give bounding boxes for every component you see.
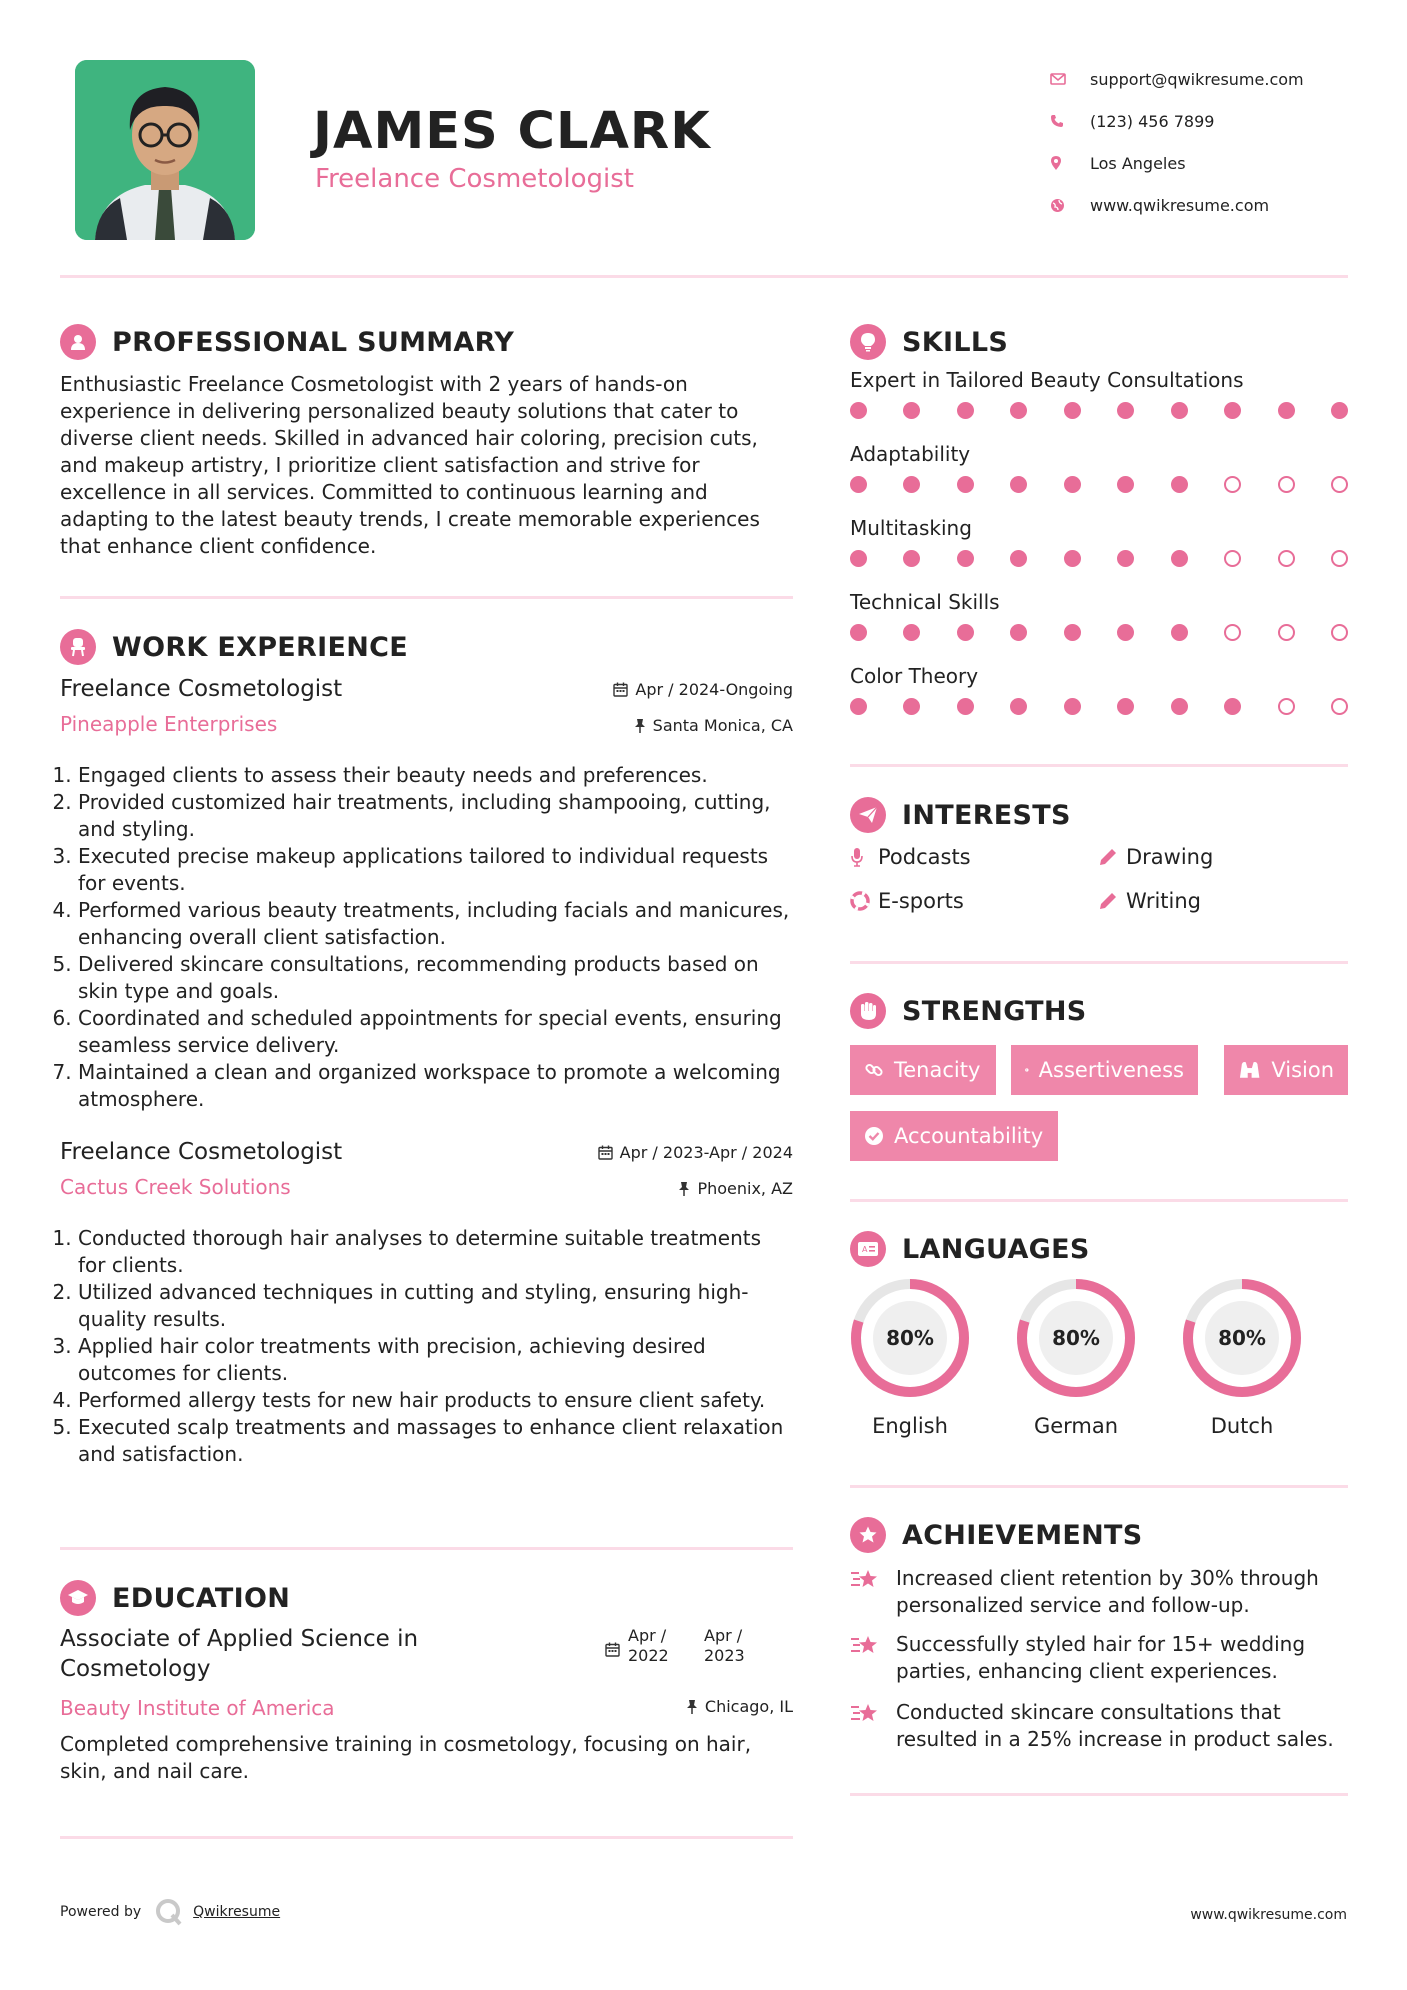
rating-dot-filled — [1171, 550, 1188, 567]
profile-photo — [75, 60, 255, 240]
achievements-divider — [850, 1793, 1348, 1796]
skill-rating — [850, 400, 1348, 442]
qwikresume-logo-icon — [155, 1898, 183, 1926]
job-entry-2 — [60, 1139, 793, 1468]
education-degree: Associate of Applied Science in Cosmetology — [60, 1626, 419, 1682]
rating-dot-filled — [1331, 402, 1348, 419]
language-item — [848, 1276, 972, 1438]
rating-dot-filled — [957, 698, 974, 715]
strength-tag: Accountability — [850, 1111, 1058, 1161]
education-location: Chicago, IL — [686, 1697, 793, 1716]
paper-plane-icon — [850, 797, 886, 833]
job-duties-list — [60, 1225, 793, 1468]
language-ring — [848, 1276, 972, 1400]
pushpin-icon — [634, 718, 646, 733]
rating-dot-filled — [850, 698, 867, 715]
job-dates: Apr / 2023-Apr / 2024 — [598, 1143, 793, 1162]
languages-heading — [850, 1231, 1090, 1267]
rating-dot-filled — [903, 402, 920, 419]
binoculars-icon — [1238, 1060, 1261, 1080]
qwikresume-link[interactable]: Qwikresume — [193, 1904, 281, 1920]
interest-item: Podcasts — [850, 845, 971, 869]
skill-name: Adaptability — [850, 442, 971, 466]
skill-rating — [850, 622, 1348, 664]
footer-url[interactable]: www.qwikresume.com — [1190, 1907, 1347, 1923]
contact-website-text: www.qwikresume.com — [1090, 195, 1270, 215]
contact-email-text: support@qwikresume.com — [1090, 69, 1304, 89]
language-name: English — [872, 1414, 948, 1438]
interest-item: Writing — [1098, 889, 1201, 913]
rating-dot-filled — [1171, 698, 1188, 715]
globe-icon — [1050, 198, 1090, 213]
list-item: 1. Engaged clients to assess their beauty needs and preferences. — [78, 762, 793, 789]
rating-dot-empty — [1224, 550, 1241, 567]
list-item: 3. Executed precise makeup applications tailored to individual requests for events. — [78, 843, 793, 897]
summary-heading — [60, 324, 514, 360]
svg-text:80%: 80% — [1052, 1326, 1100, 1350]
skill-rating — [850, 474, 1348, 516]
rating-dot-filled — [1010, 698, 1027, 715]
list-item: 4. Performed allergy tests for new hair products to ensure client safety. — [78, 1387, 793, 1414]
work-heading — [60, 629, 408, 665]
lightbulb-icon — [850, 324, 886, 360]
language-ring — [1180, 1276, 1304, 1400]
shooting-star-icon — [850, 1699, 896, 1753]
contact-location-text: Los Angeles — [1090, 153, 1186, 173]
list-item: 4. Performed various beauty treatments, including facials and manicures, enhancing overall client satisfaction. — [78, 897, 793, 951]
rating-dot-filled — [1171, 402, 1188, 419]
rating-dot-filled — [850, 402, 867, 419]
work-title: WORK EXPERIENCE — [112, 631, 408, 663]
skill-name: Expert in Tailored Beauty Consultations — [850, 368, 1244, 392]
job-location: Santa Monica, CA — [634, 716, 793, 735]
skill-item — [850, 442, 1350, 516]
link-icon — [864, 1060, 884, 1080]
strengths-heading — [850, 993, 1087, 1029]
interests-heading — [850, 797, 1071, 833]
rating-dot-filled — [903, 550, 920, 567]
map-pin-icon — [1050, 155, 1090, 171]
rating-dot-filled — [850, 550, 867, 567]
rating-dot-filled — [957, 624, 974, 641]
interests-title: INTERESTS — [902, 799, 1071, 831]
fist-icon — [850, 993, 886, 1029]
graduation-icon — [60, 1580, 96, 1616]
skill-rating — [850, 548, 1348, 590]
education-title: EDUCATION — [112, 1582, 291, 1614]
education-heading — [60, 1580, 290, 1616]
rating-dot-filled — [1224, 402, 1241, 419]
skills-title: SKILLS — [902, 326, 1009, 358]
rating-dot-empty — [1331, 698, 1348, 715]
calendar-icon — [605, 1642, 620, 1657]
contact-email[interactable] — [1050, 58, 1304, 100]
rating-dot-filled — [1278, 402, 1295, 419]
education-end: Apr / 2023 — [704, 1626, 745, 1665]
languages-divider — [850, 1485, 1348, 1488]
svg-text:A: A — [862, 1245, 868, 1254]
envelope-icon — [1050, 73, 1090, 85]
job-location: Phoenix, AZ — [678, 1179, 793, 1198]
education-dates — [605, 1626, 752, 1666]
contact-phone-text: (123) 456 7899 — [1090, 111, 1215, 131]
education-description: Completed comprehensive training in cosmetology, focusing on hair, skin, and nail care. — [60, 1732, 752, 1783]
svg-text:80%: 80% — [886, 1326, 934, 1350]
interest-item: E-sports — [850, 889, 964, 913]
skills-list — [850, 368, 1350, 738]
rating-dot-filled — [1064, 476, 1081, 493]
rating-dot-filled — [1010, 550, 1027, 567]
language-name: Dutch — [1210, 1414, 1274, 1438]
rating-dot-empty — [1278, 624, 1295, 641]
education-divider — [60, 1836, 793, 1839]
contact-location — [1050, 142, 1304, 184]
rating-dot-filled — [1064, 402, 1081, 419]
skill-item — [850, 590, 1350, 664]
language-item — [1180, 1276, 1304, 1438]
language-item — [1014, 1276, 1138, 1438]
skill-name: Technical Skills — [850, 590, 1000, 614]
candidate-title: Freelance Cosmetologist — [315, 164, 634, 194]
skill-name: Multitasking — [850, 516, 972, 540]
language-ring — [1014, 1276, 1138, 1400]
job-title: Freelance Cosmetologist — [60, 1139, 343, 1165]
pushpin-icon — [678, 1181, 690, 1196]
achievements-title: ACHIEVEMENTS — [902, 1519, 1143, 1551]
star-badge-icon — [850, 1517, 886, 1553]
pencil-icon — [1098, 847, 1126, 867]
calendar-icon — [598, 1145, 613, 1160]
rating-dot-empty — [1331, 550, 1348, 567]
rating-dot-empty — [1224, 624, 1241, 641]
phone-icon — [1050, 114, 1090, 128]
rating-dot-filled — [957, 402, 974, 419]
list-item: 1. Conducted thorough hair analyses to determine suitable treatments for clients. — [78, 1225, 793, 1279]
education-start: Apr / 2022 — [628, 1626, 669, 1665]
rating-dot-empty — [1278, 698, 1295, 715]
shooting-star-icon — [850, 1631, 896, 1685]
skill-item — [850, 516, 1350, 590]
rating-dot-empty — [1224, 476, 1241, 493]
interest-item: Drawing — [1098, 845, 1213, 869]
microphone-icon — [850, 847, 878, 867]
summary-divider — [60, 596, 793, 599]
rating-dot-filled — [957, 550, 974, 567]
job-dates: Apr / 2024-Ongoing — [613, 680, 793, 699]
rating-dot-filled — [850, 624, 867, 641]
lifebuoy-icon — [850, 891, 878, 911]
rating-dot-filled — [1064, 624, 1081, 641]
job-company: Pineapple Enterprises — [60, 712, 278, 736]
rating-dot-filled — [1171, 476, 1188, 493]
list-item: 5. Executed scalp treatments and massages to enhance client relaxation and satisfaction. — [78, 1414, 793, 1468]
rating-dot-filled — [1117, 698, 1134, 715]
work-divider — [60, 1547, 793, 1550]
rating-dot-filled — [1010, 624, 1027, 641]
rating-dot-empty — [1278, 550, 1295, 567]
candidate-name: JAMES CLARK — [313, 102, 711, 161]
contact-website[interactable] — [1050, 184, 1304, 226]
achievement-item: Increased client retention by 30% through personalized service and follow-up. — [850, 1565, 1360, 1619]
job-entry-1 — [60, 676, 793, 1113]
rating-dot-empty — [1278, 476, 1295, 493]
strength-tag: Tenacity — [850, 1045, 996, 1095]
chair-icon — [60, 629, 96, 665]
rating-dot-filled — [903, 476, 920, 493]
list-item: 5. Delivered skincare consultations, recommending products based on skin type and goals. — [78, 951, 793, 1005]
job-company: Cactus Creek Solutions — [60, 1175, 291, 1199]
rating-dot-empty — [1331, 476, 1348, 493]
languages-title: LANGUAGES — [902, 1233, 1090, 1265]
list-item: 2. Provided customized hair treatments, including shampooing, cutting, and styling. — [78, 789, 793, 843]
list-item: 6. Coordinated and scheduled appointments for special events, ensuring seamless service delivery. — [78, 1005, 793, 1059]
rating-dot-filled — [1010, 402, 1027, 419]
rating-dot-filled — [1224, 698, 1241, 715]
svg-text:80%: 80% — [1218, 1326, 1266, 1350]
education-school: Beauty Institute of America — [60, 1696, 335, 1720]
job-title: Freelance Cosmetologist — [60, 676, 343, 702]
interests-divider — [850, 961, 1348, 964]
list-item: 7. Maintained a clean and organized workspace to promote a welcoming atmosphere. — [78, 1059, 793, 1113]
rating-dot-filled — [1117, 624, 1134, 641]
skill-item — [850, 368, 1350, 442]
job-duties-list — [60, 762, 793, 1113]
calendar-icon — [613, 682, 628, 697]
list-item: 3. Applied hair color treatments with precision, achieving desired outcomes for clients. — [78, 1333, 793, 1387]
check-circle-icon — [864, 1126, 884, 1146]
skills-heading — [850, 324, 1008, 360]
summary-title: PROFESSIONAL SUMMARY — [112, 326, 515, 358]
rating-dot-filled — [1117, 550, 1134, 567]
language-card-icon — [850, 1231, 886, 1267]
skills-divider — [850, 764, 1348, 767]
strength-tag: Assertiveness — [1011, 1045, 1198, 1095]
language-name: German — [1033, 1414, 1119, 1438]
rating-dot-empty — [1331, 624, 1348, 641]
achievements-heading — [850, 1517, 1143, 1553]
rating-dot-filled — [1117, 476, 1134, 493]
rating-dot-filled — [1117, 402, 1134, 419]
exclamation-icon — [1025, 1060, 1029, 1080]
skill-item — [850, 664, 1350, 738]
contact-phone[interactable] — [1050, 100, 1304, 142]
skill-rating — [850, 696, 1348, 738]
footer-powered-by: Powered by Qwikresume — [60, 1898, 280, 1926]
skill-name: Color Theory — [850, 664, 979, 688]
pencil-icon — [1098, 891, 1126, 911]
achievement-item: Conducted skincare consultations that resulted in a 25% increase in product sales. — [850, 1699, 1360, 1753]
shooting-star-icon — [850, 1565, 896, 1619]
rating-dot-filled — [903, 624, 920, 641]
list-item: 2. Utilized advanced techniques in cutting and styling, ensuring high-quality results. — [78, 1279, 793, 1333]
rating-dot-filled — [1010, 476, 1027, 493]
rating-dot-filled — [1171, 624, 1188, 641]
user-icon — [60, 324, 96, 360]
strengths-title: STRENGTHS — [902, 995, 1087, 1027]
rating-dot-filled — [1064, 698, 1081, 715]
pushpin-icon — [686, 1699, 698, 1714]
rating-dot-filled — [903, 698, 920, 715]
rating-dot-filled — [850, 476, 867, 493]
strengths-divider — [850, 1199, 1348, 1202]
rating-dot-filled — [957, 476, 974, 493]
strength-tag: Vision — [1224, 1045, 1348, 1095]
achievement-item: Successfully styled hair for 15+ wedding parties, enhancing client experiences. — [850, 1631, 1360, 1685]
contact-list — [1050, 58, 1304, 226]
rating-dot-filled — [1064, 550, 1081, 567]
header-divider — [60, 275, 1348, 278]
summary-text: Enthusiastic Freelance Cosmetologist with 2 years of hands-on experience in delivering personalized beauty solutions that cater to diverse client needs. Skilled in advanced hair coloring, precision cuts, and makeup artistry, I prioritize client satisfaction and strive for excellence in all services. Committed to continuous learning and adapting to the latest beauty trends, I create memorable experiences that enhance client confidence. — [60, 372, 760, 558]
